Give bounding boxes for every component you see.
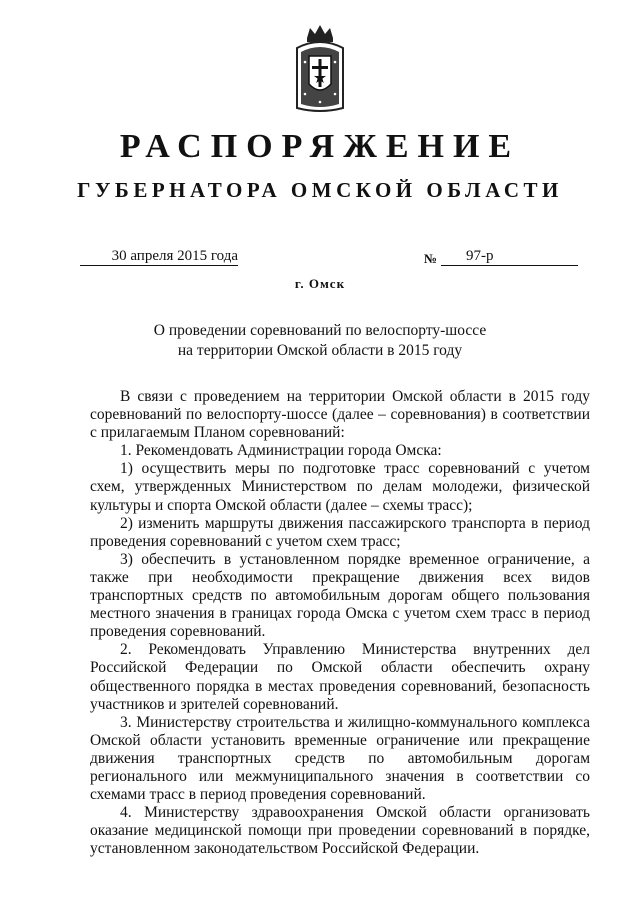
paragraph-preamble: В связи с проведением на территории Омской области в 2015 году соревнований по велоспорту-шоссе (далее – соревнования) в соответствии с прилагаемым Планом соревнований:: [90, 388, 590, 442]
document-city: г. Омск: [294, 276, 346, 291]
document-number-line: [441, 249, 578, 266]
paragraph-item-1: 1. Рекомендовать Администрации города Омска:: [120, 442, 442, 460]
document-subject: [0, 321, 640, 361]
document-title: РАСПОРЯЖЕНИЕ: [119, 128, 521, 165]
document-date: 30 апреля 2015 года: [80, 249, 238, 266]
document-number: 97-р: [466, 248, 494, 264]
subject-line-2: на территории Омской области в 2015 году: [177, 342, 463, 359]
document-body: [90, 388, 590, 858]
number-sign: №: [424, 251, 438, 266]
subject-line-1: О проведении соревнований по велоспорту-шоссе: [153, 322, 487, 339]
coat-of-arms-icon: [293, 22, 347, 114]
paragraph-item-2: 2. Рекомендовать Управлению Министерства внутренних дел Российской Федерации по Омской области обеспечить охрану общественного порядка в местах проведения соревнований, безопасность участников и зрителей соревнований.: [90, 641, 590, 713]
document-subtitle: ГУБЕРНАТОРА ОМСКОЙ ОБЛАСТИ: [77, 178, 563, 202]
paragraph-item-1-1: 1) осуществить меры по подготовке трасс соревнований с учетом схем, утвержденных Министерством по делам молодежи, физической культуры и спорта Омской области (далее – схемы трасс);: [90, 460, 590, 514]
paragraph-item-1-3: 3) обеспечить в установленном порядке временное ограничение, а также при необходимости прекращение движения всех видов транспортных средств по автомобильным дорогам общего пользования местного значения в границах города Омска с учетом схем трасс в период проведения соревнований.: [90, 550, 590, 641]
paragraph-item-1-2: 2) изменить маршруты движения пассажирского транспорта в период проведения соревнований с учетом схем трасс;: [90, 514, 590, 550]
paragraph-item-3: 3. Министерству строительства и жилищно-коммунального комплекса Омской области установить временные ограничение или прекращение движения транспортных средств по автомобильным дорогам регионального или межмуниципального значения в соответствии со схемами трасс в период проведения соревнований.: [90, 713, 590, 804]
paragraph-item-4: 4. Министерству здравоохранения Омской области организовать оказание медицинской помощи при проведении соревнований в порядке, установленном законодательством Российской Федерации.: [90, 804, 590, 858]
